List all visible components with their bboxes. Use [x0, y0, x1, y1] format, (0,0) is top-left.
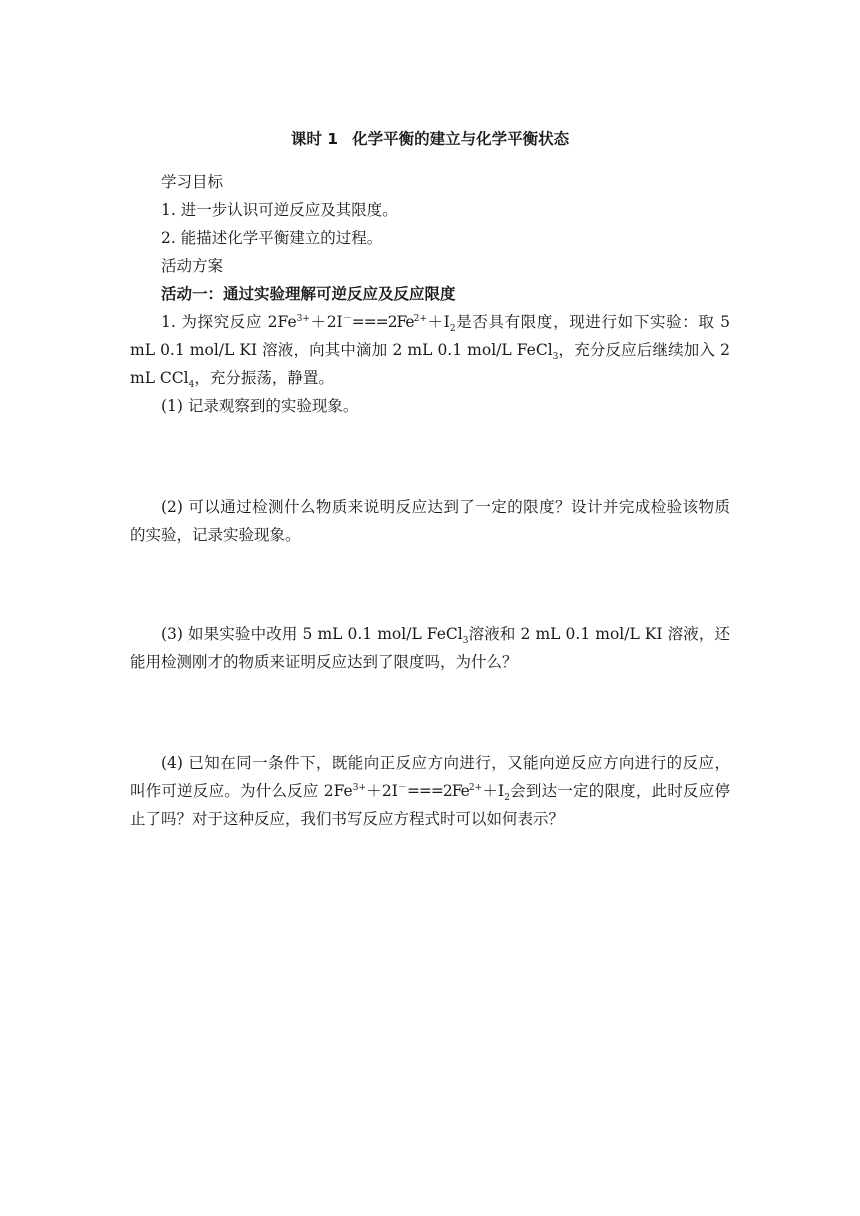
sub-question-1: (1) 记录观察到的实验现象。 — [161, 397, 359, 415]
lesson-number: 课时 1 — [290, 130, 339, 148]
answer-space-1 — [130, 420, 730, 493]
page-title — [130, 126, 730, 152]
worksheet-page — [130, 126, 730, 833]
answer-space-2 — [130, 549, 730, 620]
sub-question-2: (2) 可以通过检测什么物质来说明反应达到了一定的限度？设计并完成检验该物质的实验，记录实验现象。 — [130, 498, 730, 544]
answer-space-3 — [130, 676, 730, 749]
objective-item-1: 1. 进一步认识可逆反应及其限度。 — [161, 201, 398, 219]
activity-1-heading: 活动一：通过实验理解可逆反应及反应限度 — [161, 285, 456, 303]
objectives-heading: 学习目标 — [161, 173, 224, 191]
objective-item-2: 2. 能描述化学平衡建立的过程。 — [161, 229, 383, 247]
sub-question-4: (4) 已知在同一条件下，既能向正反应方向进行，又能向逆反应方向进行的反应，叫作可逆反应。为什么反应 $2Fe^{3+}+2I^-===2Fe^{2+}+I_2$会到达一定的限度，此时反应停止了吗？对于这种反应，我们书写反应方程式时可以如何表示？ — [130, 754, 730, 828]
lesson-topic: 化学平衡的建立与化学平衡状态 — [352, 130, 570, 148]
question-1: 1. 为探究反应 $2Fe^{3+}+2I^-===2Fe^{2+}+I_2$是否具有限度，现进行如下实验：取 5 mL 0.1 mol/L KI 溶液，向其中滴加 2 mL 0.1 mol/L FeCl$_3$，充分反应后继续加入 2 mL CCl$_4$，充分振荡，静置。 — [130, 313, 730, 391]
sub-question-3: (3) 如果实验中改用 5 mL 0.1 mol/L FeCl$_3$溶液和 2 mL 0.1 mol/L KI 溶液，还能用检测刚才的物质来证明反应达到了限度吗，为什么？ — [130, 625, 730, 671]
plan-heading: 活动方案 — [161, 257, 224, 275]
